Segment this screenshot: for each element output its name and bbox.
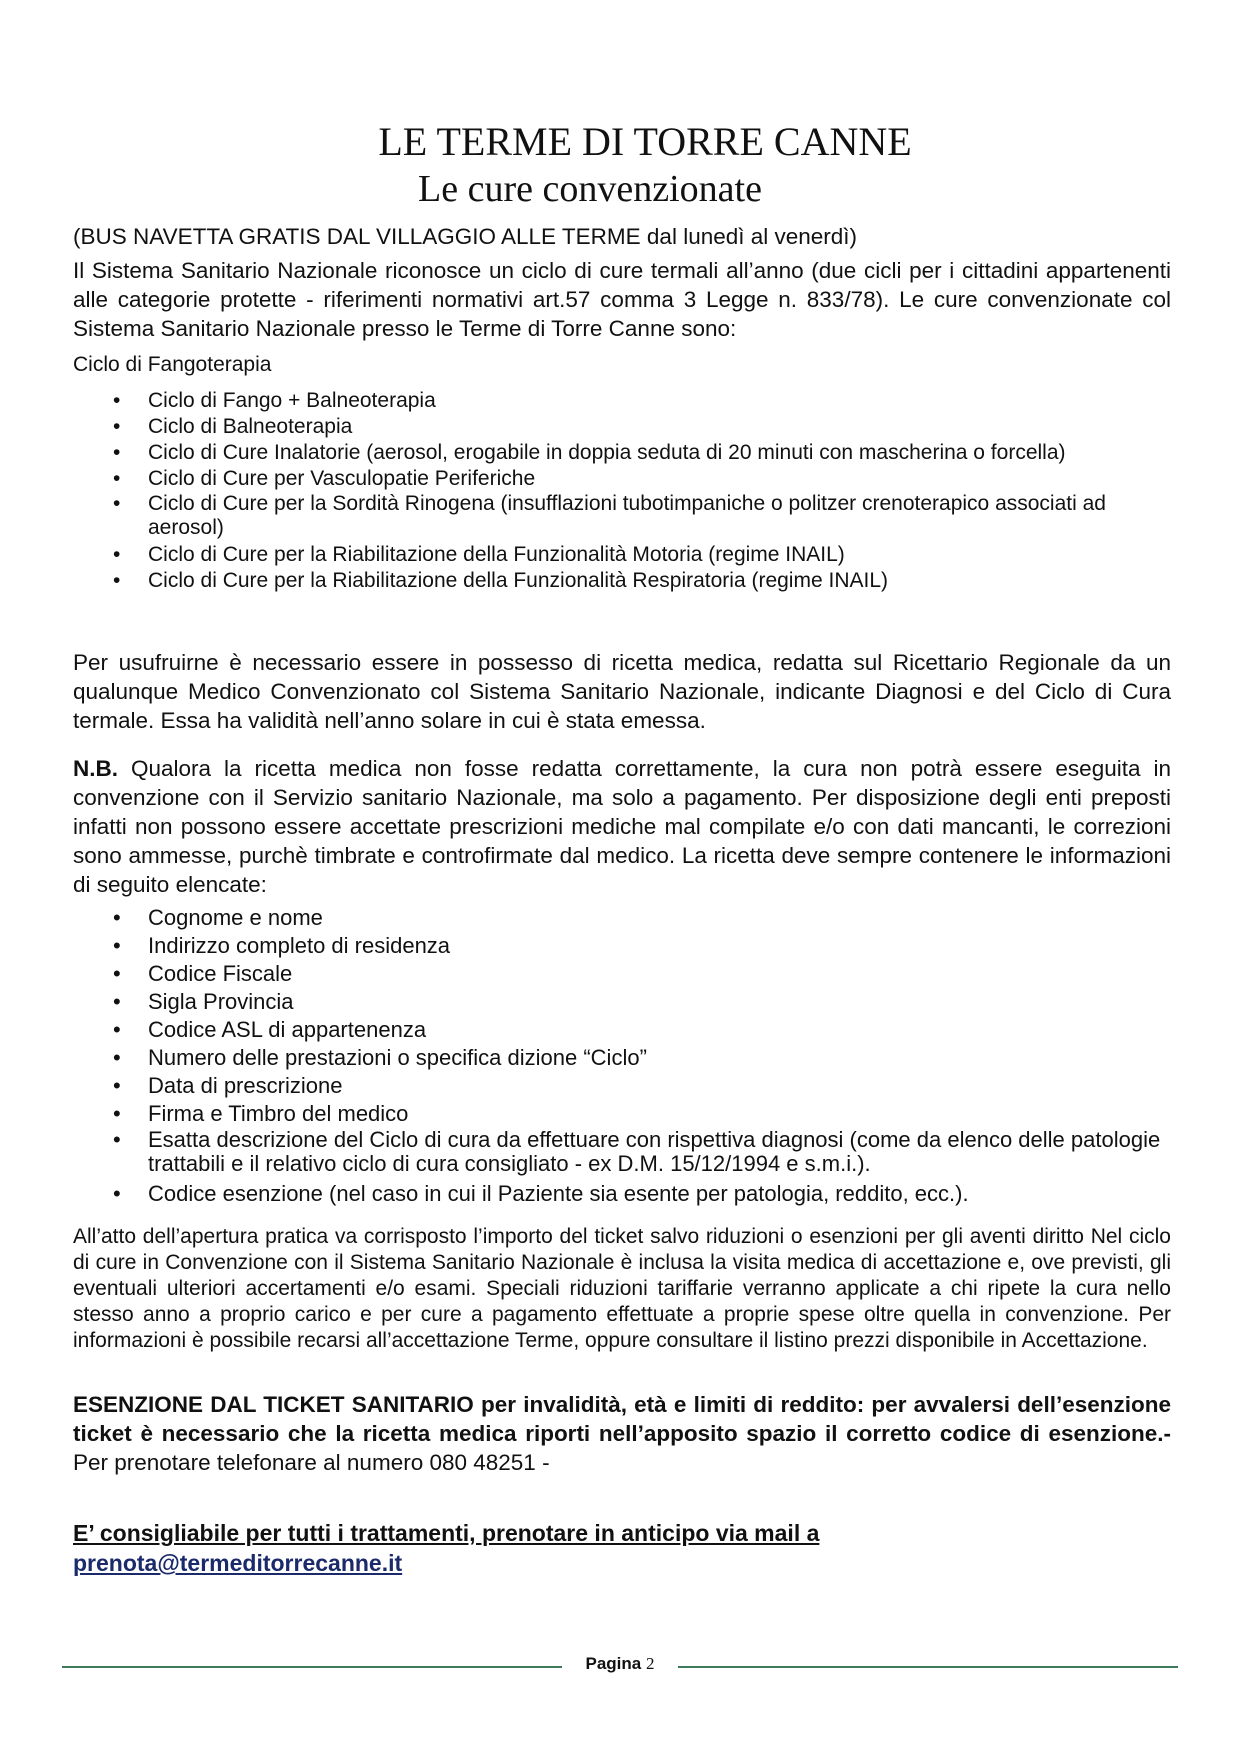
prescription-paragraph: Per usufruirne è necessario essere in possesso di ricetta medica, redatta sul Ricettario Regionale da un qualunque Medico Convenzionato col Sistema Sanitario Nazionale, indicante Diagnosi e del Ciclo di Cura termale. Essa ha validità nell’anno solare in cui è stata emessa. xyxy=(73,650,1171,733)
bullet-icon: • xyxy=(113,933,121,958)
bullet-icon: • xyxy=(113,1073,121,1098)
bullet-icon: • xyxy=(113,467,121,490)
ticket-paragraph: All’atto dell’apertura pratica va corrisposto l’importo del ticket salvo riduzioni o esenzioni per gli aventi diritto Nel ciclo di cure in Convenzione con il Sistema Sanitario Nazionale è inclusa la visita medica di accettazione e, ove previsti, gli eventuali ulteriori accertamenti e/o esami. Speciali riduzioni tariffarie verranno applicate a chi ripete la cura nello stesso anno a proprio carico e per cure a pagamento effettuate a proprie spese oltre quella in convenzione. Per informazioni è possibile recarsi all’accettazione Terme, oppure consultare il listino prezzi disponibile in Accettazione. xyxy=(73,1225,1171,1352)
footer-label: Pagina xyxy=(585,1654,642,1673)
page-subtitle: Le cure convenzionate xyxy=(418,168,762,210)
bullet-icon: • xyxy=(113,1127,121,1152)
list-item: • Ciclo di Cure per la Riabilitazione della Funzionalità Respiratoria (regime INAIL) xyxy=(113,569,888,592)
bullet-icon: • xyxy=(113,543,121,566)
nb-label: N.B. xyxy=(73,756,118,781)
list-item: • Ciclo di Cure per la Riabilitazione della Funzionalità Motoria (regime INAIL) xyxy=(113,543,845,566)
exemption-paragraph xyxy=(73,1390,1171,1477)
bullet-icon: • xyxy=(113,1101,121,1126)
bullet-icon: • xyxy=(113,389,121,412)
bullet-icon: • xyxy=(113,1017,121,1042)
list-item: • Codice ASL di appartenenza xyxy=(113,1017,427,1042)
list-item: • Cognome e nome xyxy=(113,905,323,930)
bullet-icon: • xyxy=(113,569,121,592)
list-item: • Ciclo di Cure per Vasculopatie Periferiche xyxy=(113,467,536,490)
list-item: • Ciclo di Cure Inalatorie (aerosol, erogabile in doppia seduta di 20 minuti con mascherina o forcella) xyxy=(113,441,1066,464)
list-item: • Codice esenzione (nel caso in cui il Paziente sia esente per patologia, reddito, ecc.). xyxy=(113,1181,969,1206)
list-item: • Codice Fiscale xyxy=(113,961,293,986)
bullet-icon: • xyxy=(113,441,121,464)
booking-phone: Per prenotare telefonare al numero 080 48251 - xyxy=(73,1450,550,1475)
bullet-icon: • xyxy=(113,989,121,1014)
advice-block xyxy=(73,1518,1171,1578)
list-item: • Numero delle prestazioni o specifica dizione “Ciclo” xyxy=(113,1045,647,1070)
page-number: 2 xyxy=(645,1654,655,1673)
bullet-icon: • xyxy=(113,961,121,986)
bullet-icon: • xyxy=(113,1045,121,1070)
required-info-list xyxy=(73,904,1171,1208)
list-item: • Ciclo di Balneoterapia xyxy=(113,415,353,438)
bullet-icon: • xyxy=(113,905,121,930)
list-item: • Sigla Provincia xyxy=(113,989,294,1014)
bullet-icon: • xyxy=(113,415,121,438)
list-item: • Ciclo di Cure per la Sordità Rinogena (insufflazioni tubotimpaniche o politzer crenoterapico associati ad aerosol) xyxy=(113,492,1106,539)
exemption-bold: ESENZIONE DAL TICKET SANITARIO per invalidità, età e limiti di reddito: per avvalersi dell’esenzione ticket è necessario che la ricetta medica riporti nell’apposito spazio il corretto codice di esenzione.- xyxy=(73,1392,1171,1446)
bullet-icon: • xyxy=(113,1181,121,1206)
advice-text: E’ consigliabile per tutti i trattamenti, prenotare in anticipo via mail a xyxy=(73,1520,820,1546)
nb-paragraph: N.B. Qualora la ricetta medica non fosse redatta correttamente, la cura non potrà essere eseguita in convenzione con il Servizio sanitario Nazionale, ma solo a pagamento. Per disposizione degli enti preposti infatti non possono essere accettate prescrizioni mediche mal compilate e/o con dati mancanti, le correzioni sono ammesse, purchè timbrate e controfirmate dal medico. La ricetta deve sempre contenere le informazioni di seguito elencate: xyxy=(73,756,1171,897)
cycle-heading: Ciclo di Fangoterapia xyxy=(73,353,272,376)
list-item: • Ciclo di Fango + Balneoterapia xyxy=(113,389,436,412)
list-item: • Indirizzo completo di residenza xyxy=(113,933,451,958)
list-item: • Firma e Timbro del medico xyxy=(113,1101,409,1126)
email-link[interactable]: prenota@termeditorrecanne.it xyxy=(73,1550,403,1576)
bus-note: (BUS NAVETTA GRATIS DAL VILLAGGIO ALLE TERME dal lunedì al venerdì) xyxy=(73,224,858,249)
bullet-icon: • xyxy=(113,492,121,515)
list-item: • Esatta descrizione del Ciclo di cura da effettuare con rispettiva diagnosi (come da elenco delle patologie trattabili e il relativo ciclo di cura consigliato - ex D.M. 15/12/1994 e s.m.i.). xyxy=(113,1127,1161,1176)
list-item: • Data di prescrizione xyxy=(113,1073,343,1098)
cycle-list xyxy=(73,388,1171,594)
page-footer xyxy=(0,1654,1240,1674)
intro-paragraph: Il Sistema Sanitario Nazionale riconosce un ciclo di cure termali all’anno (due cicli per i cittadini appartenenti alle categorie protette - riferimenti normativi art.57 comma 3 Legge n. 833/78). Le cure convenzionate col Sistema Sanitario Nazionale presso le Terme di Torre Canne sono: xyxy=(73,258,1171,341)
page-title: LE TERME DI TORRE CANNE xyxy=(378,119,912,164)
